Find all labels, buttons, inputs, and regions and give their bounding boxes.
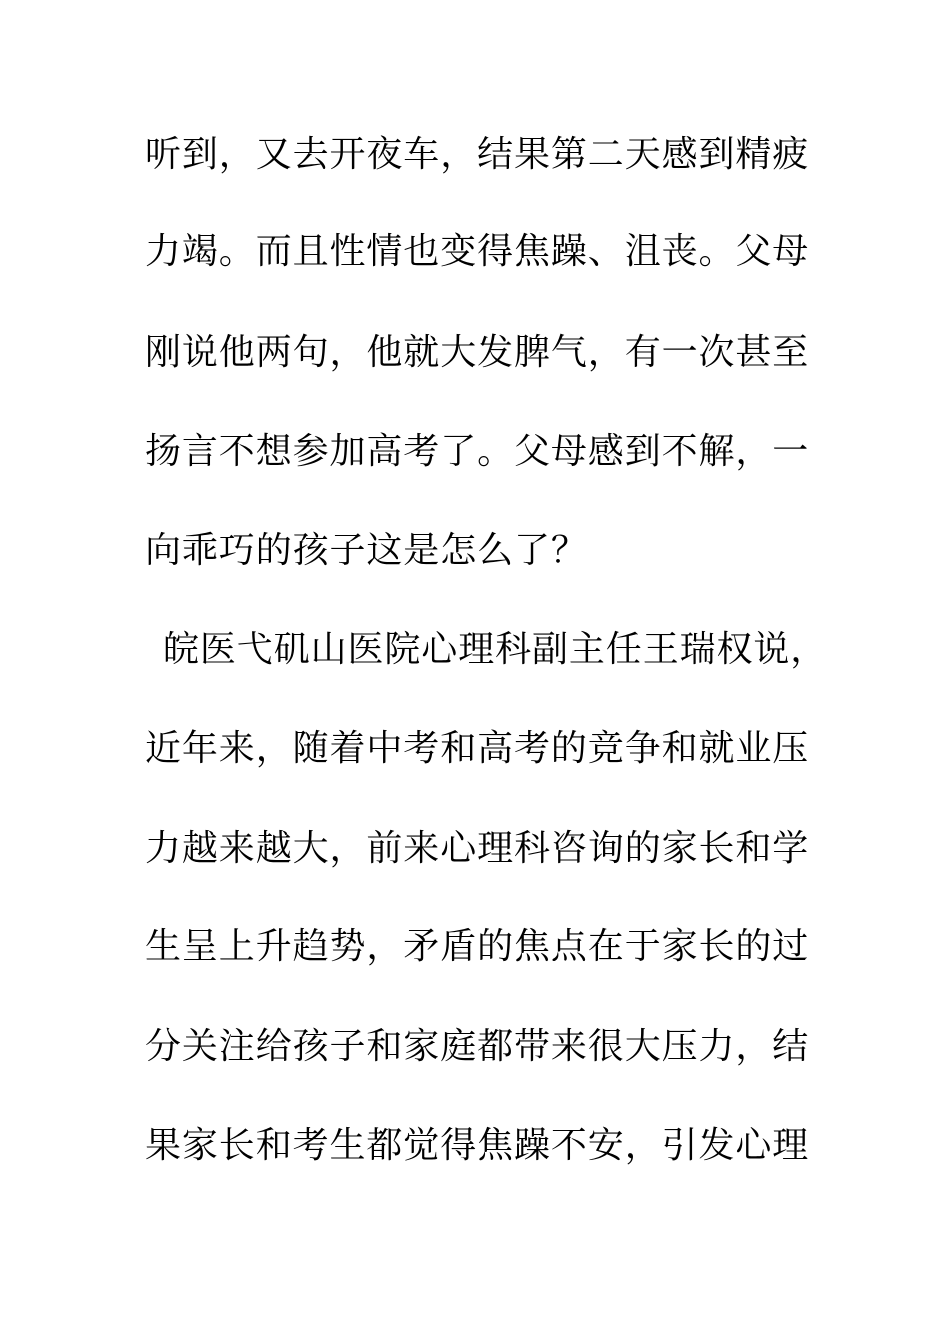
text-line-5: 向乖巧的孩子这是怎么了？ <box>145 530 588 571</box>
text-line-3: 刚说他两句，他就大发脾气，有一次甚至 <box>145 332 810 373</box>
text-line-7: 近年来，随着中考和高考的竞争和就业压 <box>145 728 810 769</box>
text-line-8: 力越来越大，前来心理科咨询的家长和学 <box>145 828 810 869</box>
text-line-6: 皖医弋矶山医院心理科副主任王瑞权说， <box>163 629 828 670</box>
text-line-10: 分关注给孩子和家庭都带来很大压力，结 <box>145 1026 810 1067</box>
text-line-2: 力竭。而且性情也变得焦躁、沮丧。父母 <box>145 231 810 272</box>
text-line-11: 果家长和考生都觉得焦躁不安，引发心理 <box>145 1125 810 1166</box>
text-line-9: 生呈上升趋势，矛盾的焦点在于家长的过 <box>145 926 810 967</box>
text-line-1: 听到，又去开夜车，结果第二天感到精疲 <box>145 134 810 175</box>
text-line-4: 扬言不想参加高考了。父母感到不解，一 <box>145 431 810 472</box>
